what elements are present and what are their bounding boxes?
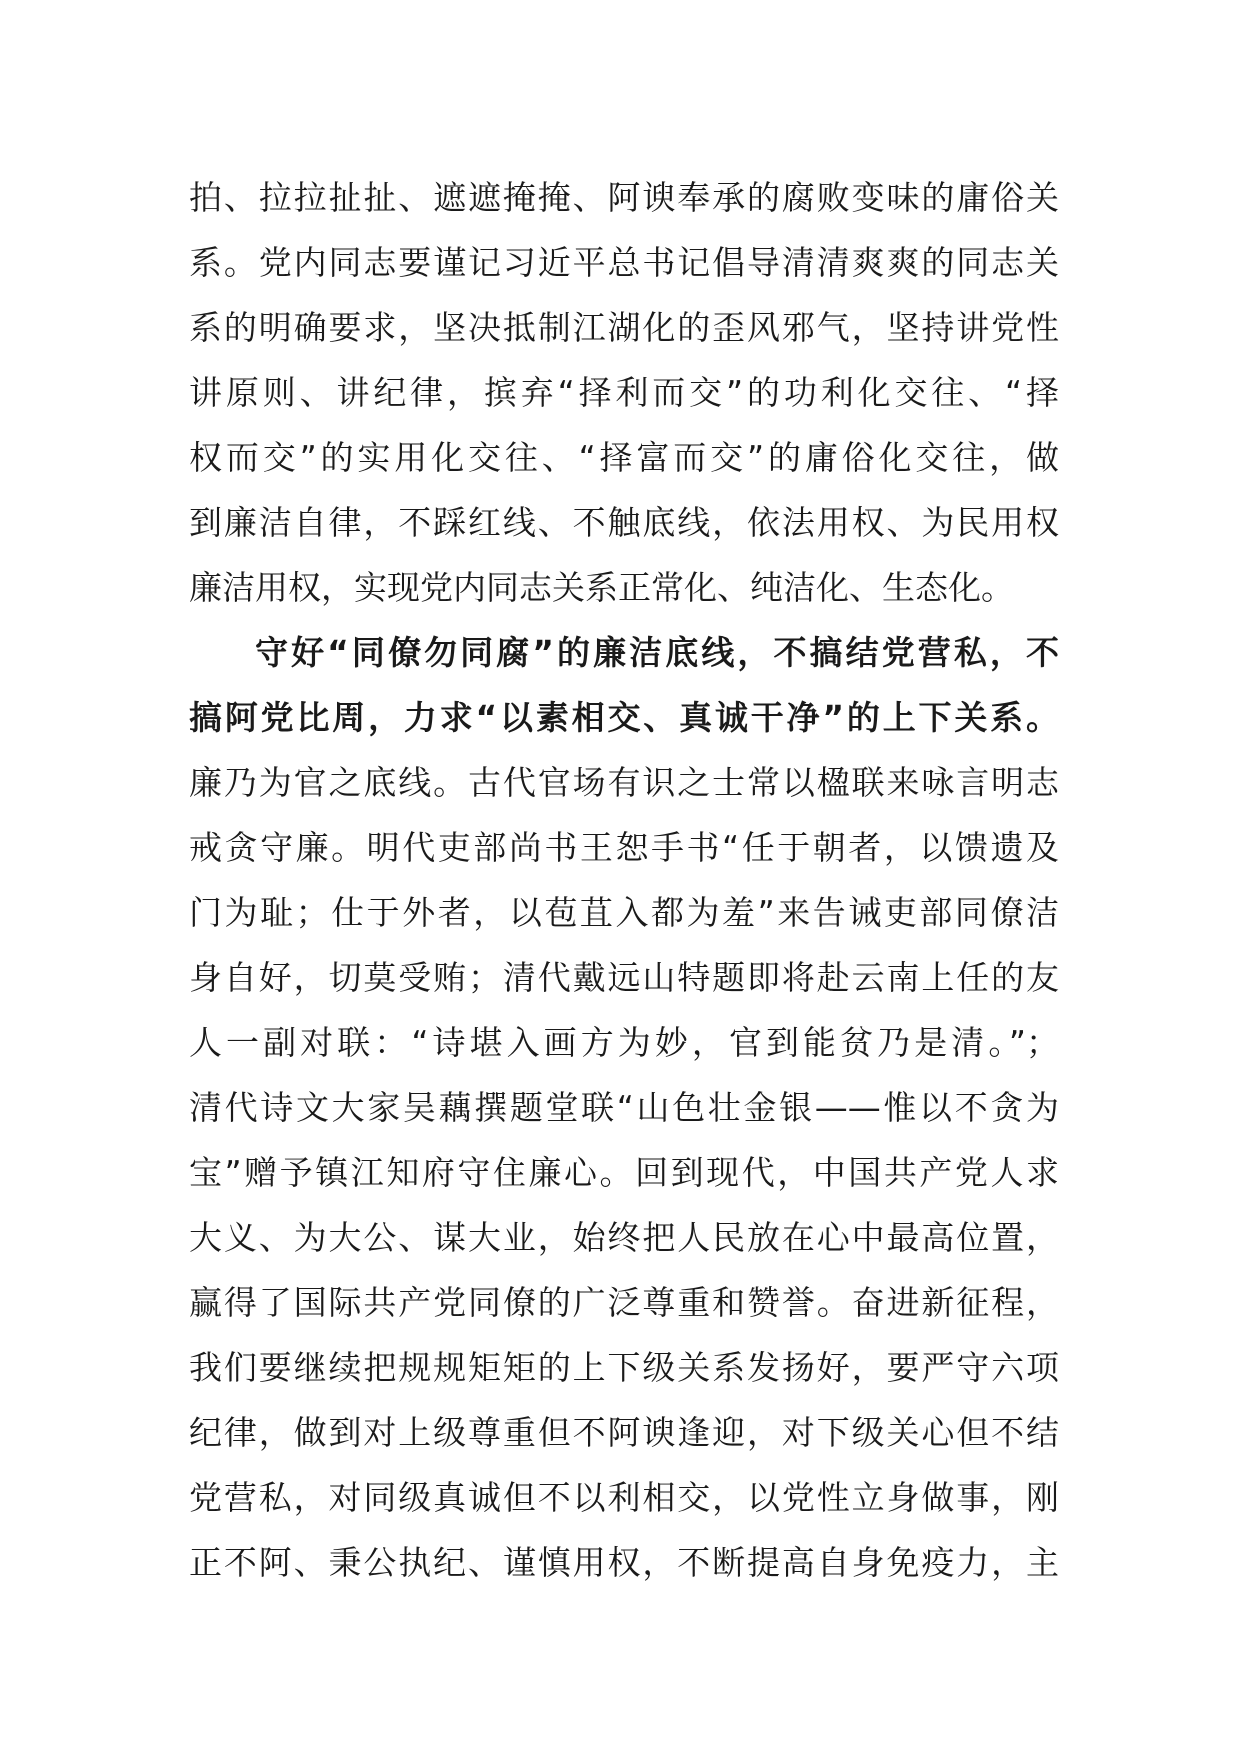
text-line: 权而交”的实用化交往、“择富而交”的庸俗化交往，做 xyxy=(189,438,1059,477)
text-line: 正不阿、秉公执纪、谨慎用权，不断提高自身免疫力，主 xyxy=(189,1543,1059,1582)
text-line: 到廉洁自律，不踩红线、不触底线，依法用权、为民用权 xyxy=(189,503,1059,542)
text-line: 我们要继续把规规矩矩的上下级关系发扬好，要严守六项 xyxy=(189,1348,1059,1387)
text-line: 人一副对联：“诗堪入画方为妙，官到能贫乃是清。”； xyxy=(189,1023,1059,1062)
body-text xyxy=(189,165,1059,1595)
text-line: 清代诗文大家吴藕撰题堂联“山色壮金银——惟以不贪为 xyxy=(189,1088,1059,1127)
text-line: 宝”赠予镇江知府守住廉心。回到现代，中国共产党人求 xyxy=(189,1153,1059,1192)
text-line: 戒贪守廉。明代吏部尚书王恕手书“任于朝者，以馈遗及 xyxy=(189,828,1059,867)
text-line: 拍、拉拉扯扯、遮遮掩掩、阿谀奉承的腐败变味的庸俗关 xyxy=(189,178,1059,217)
text-line: 廉洁用权，实现党内同志关系正常化、纯洁化、生态化。 xyxy=(189,568,1014,607)
text-line: 纪律，做到对上级尊重但不阿谀逢迎，对下级关心但不结 xyxy=(189,1413,1059,1452)
text-line: 赢得了国际共产党同僚的广泛尊重和赞誉。奋进新征程， xyxy=(189,1283,1059,1322)
text-line: 系的明确要求，坚决抵制江湖化的歪风邪气，坚持讲党性 xyxy=(189,308,1059,347)
section-heading-line: 搞阿党比周，力求“以素相交、真诚干净”的上下关系。 xyxy=(189,698,1059,737)
text-line: 系。党内同志要谨记习近平总书记倡导清清爽爽的同志关 xyxy=(189,243,1059,282)
text-line: 门为耻；仕于外者，以苞苴入都为羞”来告诫吏部同僚洁 xyxy=(189,893,1059,932)
text-line: 讲原则、讲纪律，摈弃“择利而交”的功利化交往、“择 xyxy=(189,373,1059,412)
text-line: 廉乃为官之底线。古代官场有识之士常以楹联来咏言明志 xyxy=(189,763,1059,802)
section-heading-line: 守好“同僚勿同腐”的廉洁底线，不搞结党营私，不 xyxy=(255,633,1059,672)
text-line: 党营私，对同级真诚但不以利相交，以党性立身做事，刚 xyxy=(189,1478,1059,1517)
text-line: 身自好，切莫受贿；清代戴远山特题即将赴云南上任的友 xyxy=(189,958,1059,997)
text-line: 大义、为大公、谋大业，始终把人民放在心中最高位置， xyxy=(189,1218,1059,1257)
